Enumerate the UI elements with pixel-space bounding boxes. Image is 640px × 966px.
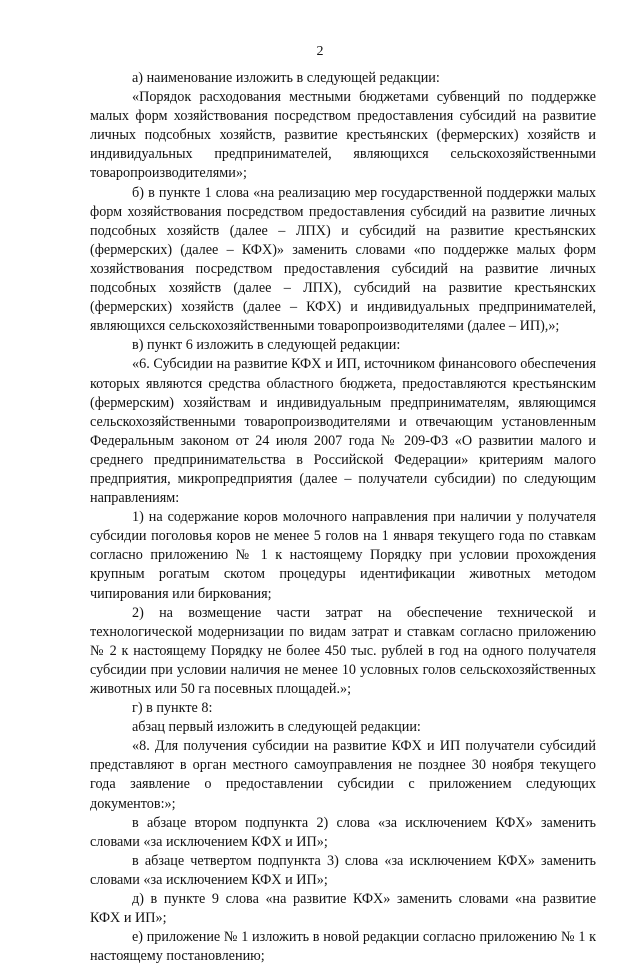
paragraph-e: е) приложение № 1 изложить в новой редакции согласно приложению № 1 к настоящему постановлению;	[90, 929, 596, 965]
paragraph-v-item-2: 2) на возмещение части затрат на обеспечение технической и технологической модернизации по видам затрат и ставкам согласно приложению № 2 к настоящему Порядку не более 450 тыс. рублей в год на одного получателя субсидии при условии наличия не менее 10 условных голов сельскохозяйственных животных или 50 га посевных площадей.»;	[90, 604, 596, 697]
page-number: 2	[316, 44, 324, 59]
paragraph-b: б) в пункте 1 слова «на реализацию мер государственной поддержки малых форм хозяйствования посредством предоставления субсидий на развитие личных подсобных хозяйств (далее – ЛПХ) и субсидий на развитие крестьянских (фермерских) (далее – КФХ)» заменить словами «по поддержке малых форм хозяйствования посредством предоставления субсидий на развитие личных подсобных хозяйств (далее – ЛПХ), субсидий на развитие крестьянских (фермерских) хозяйств (далее – КФХ) и индивидуальных предпринимателей, являющихся сельскохозяйственными товаропроизводителями (далее – ИП),»;	[90, 184, 596, 335]
paragraph-v-item-1: 1) на содержание коров молочного направления при наличии у получателя субсидии поголовья коров не менее 5 голов на 1 января текущего года по ставкам согласно приложению № 1 к настоящему Порядку при условии прохождения крупным рогатым скотом процедуры идентификации животных методом чипирования или биркования;	[90, 509, 596, 602]
document-body	[90, 69, 596, 966]
paragraph-g-text: «8. Для получения субсидии на развитие КФХ и ИП получатели субсидий представляют в орган местного самоуправления не позднее 30 ноября текущего года заявление о предоставлении субсидии с приложением следующих документов:»;	[90, 738, 596, 812]
paragraph-v-text: «6. Субсидии на развитие КФХ и ИП, источником финансового обеспечения которых являются средства областного бюджета, предоставляются крестьянским (фермерским) хозяйствам и индивидуальным предпринимателям, являющимся сельскохозяйственными товаропроизводителями и отвечающим установленным Федеральным законом от 24 июля 2007 года № 209-ФЗ «О развитии малого и среднего предпринимательства в Российской Федерации» критериям малого предприятия, микропредприятия (далее – получатели субсидии) по следующим направлениям:	[90, 356, 596, 507]
paragraph-a: а) наименование изложить в следующей редакции:	[132, 70, 440, 86]
paragraph-v: в) пункт 6 изложить в следующей редакции:	[132, 337, 401, 354]
paragraph-g-sub-3: в абзаце четвертом подпункта 3) слова «за исключением КФХ» заменить словами «за исключением КФХ и ИП»;	[90, 852, 596, 888]
paragraph-g: г) в пункте 8:	[132, 700, 213, 717]
paragraph-g-sub-2: в абзаце втором подпункта 2) слова «за исключением КФХ» заменить словами «за исключением КФХ и ИП»;	[90, 814, 596, 850]
paragraph-d: д) в пункте 9 слова «на развитие КФХ» заменить словами «на развитие КФХ и ИП»;	[90, 891, 596, 927]
paragraph-a-text: «Порядок расходования местными бюджетами субвенций по поддержке малых форм хозяйствования посредством предоставления субсидий на развитие личных подсобных хозяйств, развитие крестьянских (фермерских) хозяйств и индивидуальных предпринимателей, являющихся сельскохозяйственными товаропроизводителями»;	[90, 89, 596, 182]
paragraph-g-intro: абзац первый изложить в следующей редакции:	[132, 719, 421, 736]
